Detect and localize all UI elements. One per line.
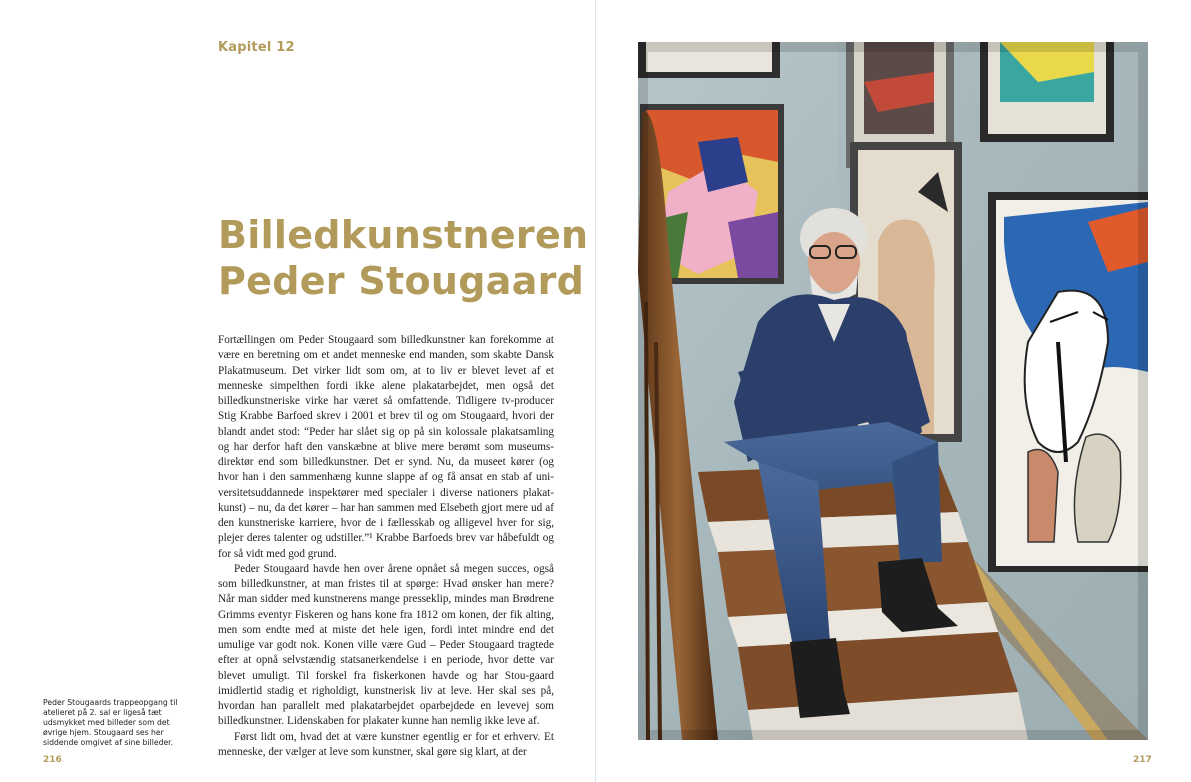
page-number-left: 216	[43, 755, 62, 765]
page-number-right: 217	[1133, 755, 1152, 765]
framed-artwork-large-right	[988, 192, 1148, 572]
photo-caption: Peder Stougaards trappeopgang til atelieret på 2. sal er ligeså tæt udsmykket med billeder som det øvrige hjem. Stougaard ses her siddende omgivet af sine billeder.	[43, 698, 178, 747]
photo-illustration	[638, 42, 1148, 740]
left-page	[0, 0, 595, 782]
body-text	[218, 333, 554, 760]
title-line-2: Peder Stougaard	[218, 259, 585, 303]
paragraph-3: Først lidt om, hvad det at være kunstner egentlig er for et erhverv. Et menneske, der vælger at leve som kunstner, skal gøre sig klart, at der	[218, 730, 554, 758]
portrait-photo	[638, 42, 1148, 740]
chapter-label: Kapitel 12	[218, 40, 295, 55]
framed-artwork-top-right	[980, 42, 1114, 142]
title-line-1: Billedkunstneren	[218, 213, 589, 257]
chapter-title	[218, 212, 589, 304]
paragraph-1: Fortællingen om Peder Stougaard som billedkunstner kan forekomme at være en beretning om et andet menneske end manden, som skabte Dansk Plakatmuseum. Det virker lidt som om, at to liv er blevet levet af et menneske simpelthen fordi ikke alene plakatarbejdet, men også det billedkunstneriske virke har været så omfattende. Tidligere tv-producer Stig Krabbe Barfoed skrev i 2001 et brev til og om Stougaard, hvori der blandt andet stod: “Peder har slået sig op på sin kolossale plakatsamling og har derfor haft den vanskæbne at blive mere berømt som museums-direktør end som billedkunstner. Det er synd. Nu, da museet kører (og hvor han i den sammenhæng kunne slappe af og få ansat en stab af uni-versitetsuddannede inspektører med specialer i diverse nationers plakat-kunst) – nu, da det kører – har han sammen med Elsebeth gjort mere ud af den kunstneriske karriere, hvor de i fællesskab og alligevel hver for sig, plejer deres talenter og udstiller.”¹ Krabbe Barfoeds brev var håbefuldt og for så vidt med god grund.	[218, 334, 554, 560]
paragraph-2: Peder Stougaard havde hen over årene opnået så megen succes, også som billedkunstner, at man fristes til at spørge: Hvad ønsker han mere? Når man sidder med kunstnerens mange presseklip, mindes man Brødrene Grimms eventyr Fiskeren og hans kone fra 1812 om konen, der fik alting, men som endte med at miste det hele igen, fordi intet mindre end det umulige var godt nok. Konen ville være Gud – Peder Stougaard tragtede efter at opnå selvstændig statsanerkendelse i en periode, hvor dette var blevet umuligt. Til forskel fra fiskerkonen havde og har Stou-gaard imidlertid stadig et righoldigt, kunstnerisk liv at leve. Her skal ses på, hvordan han parallelt med plakatarbejdet oparbejdede en levevej som billedkunstner. Lidenskaben for plakater kunne han nemlig ikke leve af.	[218, 562, 554, 728]
